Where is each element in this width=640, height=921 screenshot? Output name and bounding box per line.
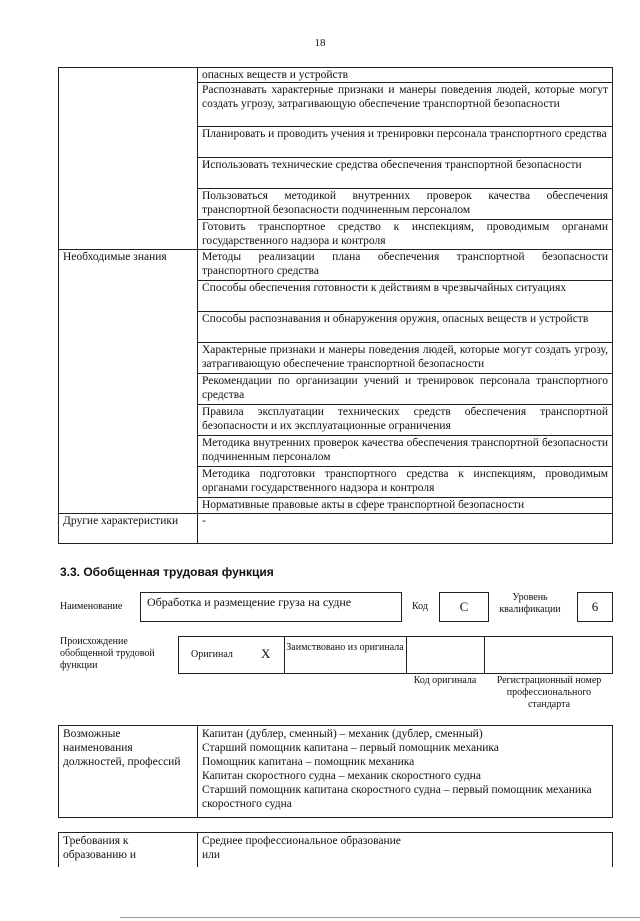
role-item: Капитан (дублер, сменный) – механик (дублер, сменный)	[202, 728, 483, 740]
code-label: Код	[412, 601, 428, 612]
original-mark: X	[261, 646, 271, 661]
reg-number-caption: Регистрационный номер профессионального стандарта	[496, 675, 602, 710]
knowledge-row: Способы обеспечения готовности к действиям в чрезвычайных ситуациях	[198, 281, 613, 312]
roles-label: Возможные наименования должностей, профессий	[59, 726, 198, 818]
knowledge-row: Правила эксплуатации технических средств обеспечения транспортной безопасности и их эксплуатационные ограничения	[198, 405, 613, 436]
other-value: -	[198, 514, 613, 544]
code-box: C	[439, 592, 489, 622]
skill-row: Распознавать характерные признаки и манеры поведения людей, которые могут создать угрозу, затрагивающую обеспечение транспортной безопасности	[198, 83, 613, 127]
section-title: 3.3. Обобщенная трудовая функция	[60, 565, 274, 579]
page-number: 18	[314, 37, 326, 49]
page-edge-line	[120, 917, 640, 918]
role-item: Старший помощник капитана – первый помощник механика	[202, 742, 499, 754]
skill-row: Использовать технические средства обеспечения транспортной безопасности	[198, 158, 613, 189]
education-table	[58, 832, 613, 867]
role-item: Капитан скоростного судна – механик скоростного судна	[202, 770, 481, 782]
knowledge-row: Методы реализации плана обеспечения транспортной безопасности транспортного средства	[198, 250, 613, 281]
origin-label: Происхождение обобщенной трудовой функции	[60, 636, 155, 671]
skill-row: опасных веществ и устройств	[198, 68, 613, 83]
knowledge-row: Методика внутренних проверок качества обеспечения транспортной безопасности подчиненным персоналом	[198, 436, 613, 467]
original-label: Оригинал	[191, 649, 233, 660]
other-label: Другие характеристики	[59, 514, 198, 544]
borrowed-label: Заимствовано из оригинала	[286, 642, 404, 653]
name-label: Наименование	[60, 601, 123, 612]
skills-label-cell	[59, 68, 198, 250]
origin-table	[178, 636, 613, 674]
knowledge-row: Рекомендации по организации учений и тренировок персонала транспортного средства	[198, 374, 613, 405]
education-label: Требования к образованию и	[59, 833, 198, 867]
skill-row: Планировать и проводить учения и тренировки персонала транспортного средства	[198, 127, 613, 158]
role-item: Помощник капитана – помощник механика	[202, 756, 415, 768]
knowledge-row: Нормативные правовые акты в сфере транспортной безопасности	[198, 498, 613, 514]
level-label: Уровень квалификации	[499, 592, 561, 615]
skill-row: Готовить транспортное средство к инспекциям, проводимым органами государственного надзора и контроля	[198, 220, 613, 250]
knowledge-label: Необходимые знания	[59, 250, 198, 514]
level-box: 6	[577, 592, 613, 622]
education-item: Среднее профессиональное образование	[202, 835, 401, 847]
knowledge-row: Методика подготовки транспортного средства к инспекциям, проводимым органами государственного надзора и контроля	[198, 467, 613, 498]
code-original-caption: Код оригинала	[413, 675, 477, 686]
roles-table	[58, 725, 613, 818]
knowledge-row: Характерные признаки и манеры поведения людей, которые могут создать угрозу, затрагивающую обеспечение транспортной безопасности	[198, 343, 613, 374]
knowledge-row: Способы распознавания и обнаружения оружия, опасных веществ и устройств	[198, 312, 613, 343]
function-name-box: Обработка и размещение груза на судне	[140, 592, 402, 622]
competence-table	[58, 67, 613, 544]
education-item: или	[202, 849, 221, 861]
role-item: Старший помощник капитана скоростного судна – первый помощник механика скоростного судна	[202, 784, 592, 810]
skill-row: Пользоваться методикой внутренних проверок качества обеспечения транспортной безопасности подчиненным персоналом	[198, 189, 613, 220]
